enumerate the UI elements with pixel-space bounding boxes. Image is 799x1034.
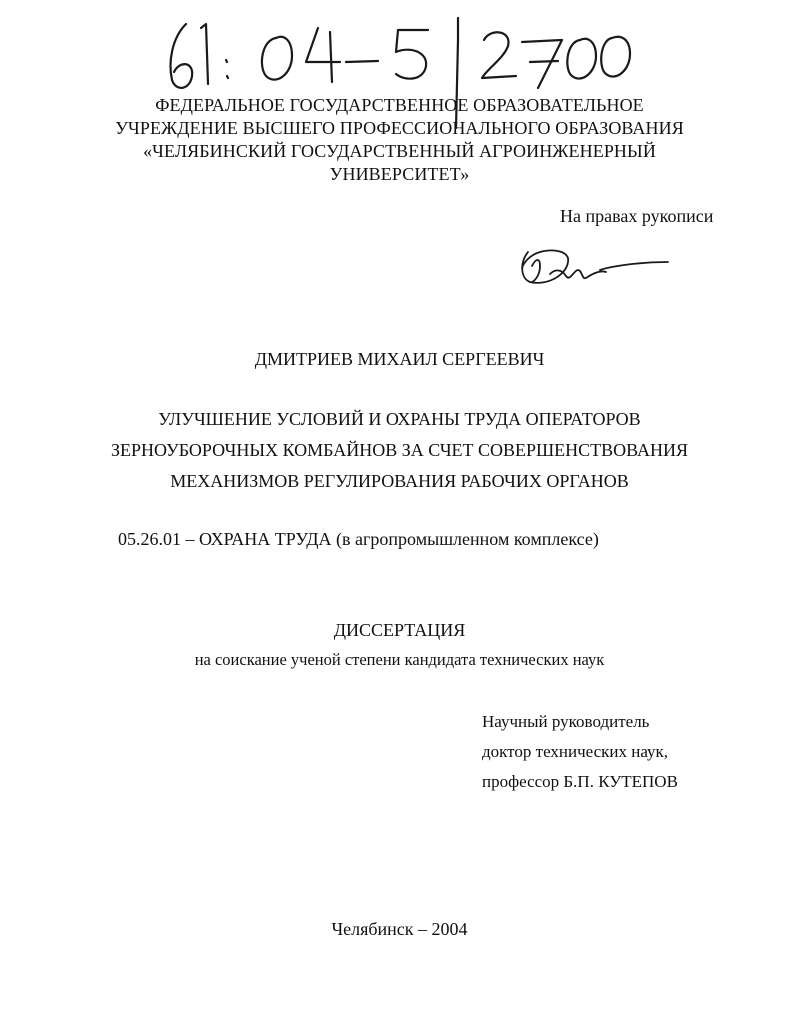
rights-note: На правах рукописи — [560, 206, 714, 226]
document-kind: ДИССЕРТАЦИЯ — [333, 620, 466, 640]
institution-line: УЧРЕЖДЕНИЕ ВЫСШЕГО ПРОФЕССИОНАЛЬНОГО ОБРАЗОВАНИЯ — [115, 118, 684, 138]
title-line: ЗЕРНОУБОРОЧНЫХ КОМБАЙНОВ ЗА СЧЕТ СОВЕРШЕНСТВОВАНИЯ — [110, 440, 689, 460]
dissertation-title — [0, 404, 799, 497]
institution-line: ФЕДЕРАЛЬНОЕ ГОСУДАРСТВЕННОЕ ОБРАЗОВАТЕЛЬНОЕ — [155, 95, 644, 115]
supervisor-degree: доктор технических наук, — [482, 742, 669, 761]
institution-line: УНИВЕРСИТЕТ» — [329, 164, 470, 184]
author-name: ДМИТРИЕВ МИХАИЛ СЕРГЕЕВИЧ — [254, 349, 545, 369]
city-year: Челябинск – 2004 — [331, 919, 468, 939]
supervisor-role: Научный руководитель — [482, 712, 650, 731]
degree-description: на соискание ученой степени кандидата технических наук — [194, 650, 605, 669]
title-line: УЛУЧШЕНИЕ УСЛОВИЙ И ОХРАНЫ ТРУДА ОПЕРАТОРОВ — [158, 409, 641, 429]
institution-line: «ЧЕЛЯБИНСКИЙ ГОСУДАРСТВЕННЫЙ АГРОИНЖЕНЕРНЫЙ — [143, 141, 656, 161]
title-line: МЕХАНИЗМОВ РЕГУЛИРОВАНИЯ РАБОЧИХ ОРГАНОВ — [170, 471, 629, 491]
supervisor-name: профессор Б.П. КУТЕПОВ — [482, 772, 678, 791]
specialty-code: 05.26.01 – ОХРАНА ТРУДА (в агропромышленном комплексе) — [118, 529, 599, 549]
